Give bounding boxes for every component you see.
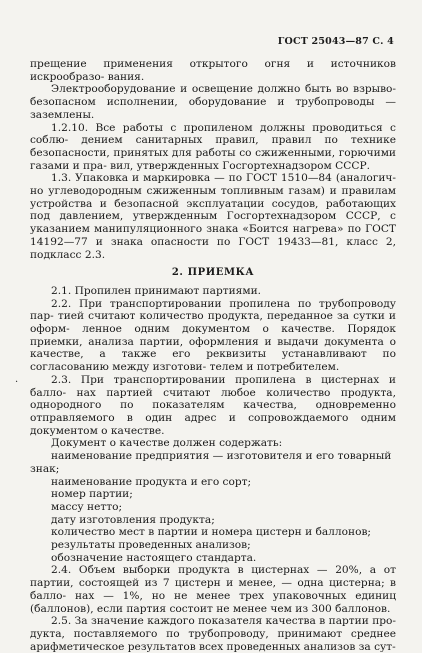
paragraph-1-2-10 [30, 122, 396, 173]
paragraph-2-3 [30, 374, 396, 438]
text-line: давлением, утвержденным Госгортехнадзором СССР, с указанием [30, 210, 396, 236]
paragraph-1-3 [30, 172, 396, 261]
text-line: ленное одним документом о качестве. Порядок приемки, анализа [30, 323, 396, 348]
text-line: безопасном исполнении, оборудование и трубопроводы — заземлены. [30, 96, 396, 121]
text-line: 2.3. При транспортировании пропилена в цистернах и балло- [30, 373, 396, 399]
text-line: манипуляционного знака «Боится нагрева» по ГОСТ 14192—77 и [30, 223, 396, 248]
paragraph-fire-ban-continued [30, 58, 396, 83]
text-line: дением санитарных правил, правил по технике безопасности, [30, 134, 396, 159]
text-line: устройства и безопасной эксплуатации сосудов, работающих под [30, 197, 396, 223]
list-item: номер партии; [51, 488, 133, 501]
paragraph-2-2 [30, 298, 396, 374]
section-title-acceptance: 2. ПРИЕМКА [171, 267, 255, 279]
text-line: дукта, поставляемого по трубопроводу, принимают среднее [30, 627, 396, 640]
text-line: но углеводородным сжиженным топливным газам) и правилам [30, 185, 396, 198]
doc-contents-intro: Документ о качестве должен содержать: [51, 437, 283, 450]
paragraph-2-5 [30, 615, 396, 653]
text-line: показателям качества, одновременно отправляемого в один адрес [30, 399, 396, 424]
text-line: нах — 1%, но не менее трех упаковочных единиц (баллонов), если [30, 589, 397, 615]
text-line: телем и потребителем. [209, 361, 340, 374]
text-line: вания. [107, 70, 145, 83]
paragraph-electrical-equipment [30, 83, 396, 121]
text-line: 1.2.10. Все работы с пропиленом должны проводиться с соблю- [30, 121, 396, 147]
list-item: массу нетто; [51, 500, 123, 513]
paragraph-2-1 [30, 285, 396, 298]
text-line: 2.1. Пропилен принимают партиями. [51, 284, 261, 297]
list-item: результаты проведенных анализов; [51, 539, 251, 552]
document-body [30, 58, 396, 653]
list-item: наименование предприятия — изготовителя и его товарный [51, 450, 392, 463]
list-item: количество мест в партии и номера цистерн и баллонов; [51, 526, 371, 539]
text-line: тией считают количество продукта, переданное за сутки и оформ- [30, 310, 396, 336]
list-item: дату изготовления продукта; [51, 513, 215, 526]
text-line: принятых для работы со сжиженными, горючими газами и пра- [30, 146, 396, 172]
text-line: партии, оформления и выдачи документа о качестве, а также [30, 335, 397, 361]
text-line: партия состоит не менее чем из 300 баллонов. [126, 602, 391, 615]
text-line: его реквизиты устанавливают по согласованию между изготови- [30, 348, 396, 374]
text-line: прещение применения открытого огня и источников искрообразо- [30, 58, 396, 83]
text-line: Электрооборудование и освещение должно быть во взрыво- [51, 83, 396, 96]
doc-contents-list [30, 450, 396, 564]
text-line: знака опасности по ГОСТ 19433—81, класс 2, подкласс 2.3. [30, 235, 396, 261]
text-line: вил, утвержденных Госгортехнадзором СССР. [110, 159, 370, 172]
text-line: нах партией считают любое количество продукта, однородного по [30, 386, 396, 412]
text-line: 1.3. Упаковка и маркировка — по ГОСТ 1510—84 (аналогич- [51, 172, 396, 185]
list-item: знак; [30, 462, 60, 475]
text-line: и сопровождаемого одним документом о качестве. [30, 411, 396, 437]
list-item: обозначение настоящего стандарта. [51, 551, 257, 564]
text-line: арифметическое результатов всех проведенных анализов за сут- [30, 640, 396, 653]
margin-mark: · [15, 377, 19, 388]
text-line: 2.5. За значение каждого показателя качества в партии про- [51, 615, 396, 628]
text-line: 2.2. При транспортировании пропилена по трубопроводу пар- [30, 297, 396, 323]
text-line: 2.4. Объем выборки продукта в цистернах — 20%, а от партии, [30, 564, 396, 590]
paragraph-2-4 [30, 564, 396, 615]
list-item: наименование продукта и его сорт; [51, 475, 252, 488]
running-header: ГОСТ 25043—87 С. 4 [277, 36, 394, 47]
text-line: состоящей из 7 цистерн и менее, — одна цистерна; в балло- [30, 577, 396, 602]
